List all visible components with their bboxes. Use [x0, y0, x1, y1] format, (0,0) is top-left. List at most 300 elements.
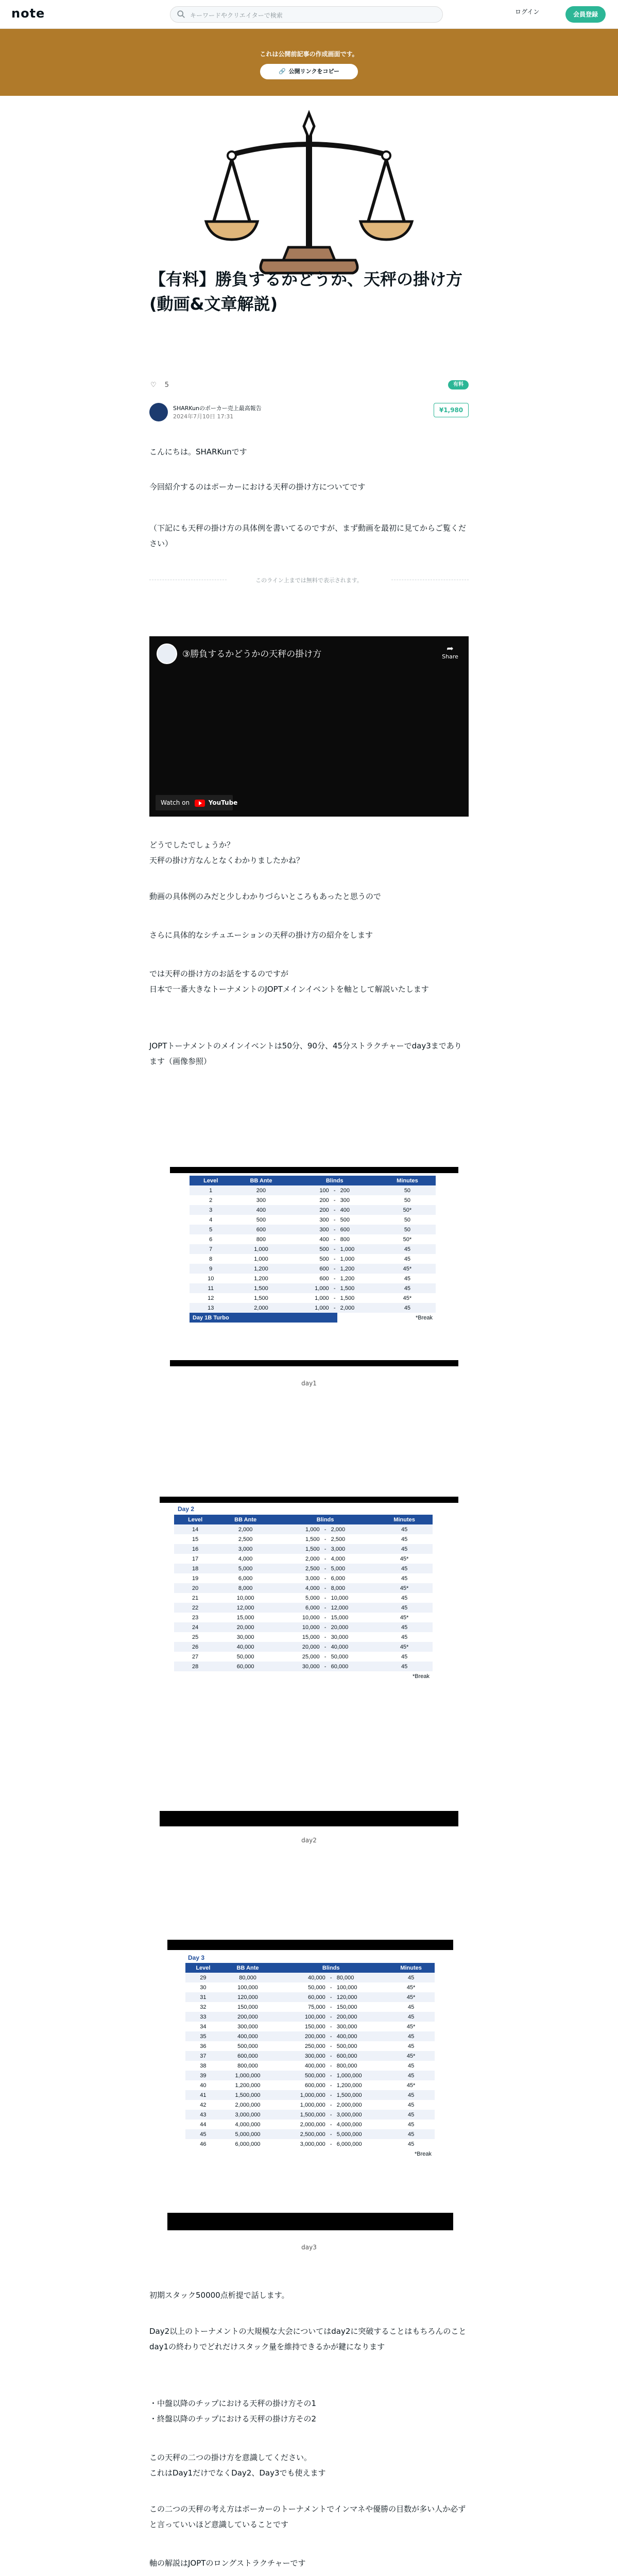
- table-row: [174, 1573, 433, 1583]
- table-cell: 30,000: [328, 1632, 376, 1642]
- table-cell: 30,000: [216, 1632, 274, 1642]
- table-cell: 400: [232, 1205, 290, 1215]
- table-cell: 800,000: [221, 2061, 274, 2071]
- table-cell: 45*: [387, 2080, 435, 2090]
- table-title: Day 3: [188, 1954, 205, 1961]
- table-cell: 60,000: [328, 1662, 376, 1671]
- paragraph: JOPTトーナメントのメインイベントは50分、90分、45分ストラクチャーでday3まであります（画像参照）: [149, 1041, 462, 1066]
- table-cell: 17: [174, 1554, 216, 1564]
- column-header: Level: [174, 1515, 216, 1524]
- table-cell: 1,000: [337, 1254, 379, 1264]
- table-cell: 2,000: [328, 1524, 376, 1534]
- table-cell: 39: [185, 2071, 221, 2080]
- table-cell: -: [329, 2071, 334, 2080]
- column-header: Minutes: [387, 1963, 435, 1973]
- table-cell: 400,000: [274, 2061, 328, 2071]
- youtube-label: YouTube: [208, 799, 238, 806]
- paragraph: さらに具体的なシチュエーションの天秤の掛け方の紹介をします: [149, 930, 373, 940]
- table-cell: 600,000: [221, 2051, 274, 2061]
- table-cell: -: [329, 1973, 334, 1982]
- table-cell: -: [323, 1554, 328, 1564]
- table-row: [190, 1195, 436, 1205]
- table-row: [185, 2031, 435, 2041]
- video-title[interactable]: ③勝負するかどうかの天秤の掛け方: [182, 649, 322, 659]
- table-cell: 45: [376, 1544, 433, 1554]
- table-cell: 400,000: [334, 2031, 387, 2041]
- table-row: [185, 2110, 435, 2120]
- table-row: [185, 1973, 435, 1982]
- table-title: Day 2: [178, 1505, 195, 1513]
- table-cell: 45*: [379, 1293, 436, 1303]
- table-cell: 30,000: [274, 1662, 323, 1671]
- table-cell: -: [332, 1185, 337, 1195]
- table-cell: 6: [190, 1234, 232, 1244]
- table-cell: -: [323, 1534, 328, 1544]
- table-cell: 45*: [387, 1982, 435, 1992]
- table-cell: 45: [376, 1603, 433, 1613]
- table-cell: -: [329, 1982, 334, 1992]
- table-cell: 45: [379, 1274, 436, 1283]
- table-row: [190, 1303, 436, 1313]
- paragraph: 軸の解説はJOPTのロングストラクチャーです: [149, 2558, 306, 2568]
- table-cell: 10,000: [216, 1593, 274, 1603]
- table-cell: 45*: [387, 1992, 435, 2002]
- table-cell: 31: [185, 1992, 221, 2002]
- table-cell: -: [323, 1662, 328, 1671]
- table-cell: 10,000: [274, 1622, 323, 1632]
- table-cell: 1,200: [232, 1274, 290, 1283]
- paragraph: この二つの天秤の考え方はポーカーのトーナメントでインマネや優勝の目数が多い人か必ずと言っていいほど意識していることです: [149, 2504, 466, 2529]
- table-cell: 45: [376, 1564, 433, 1573]
- table-cell: 26: [174, 1642, 216, 1652]
- table-row: [190, 1264, 436, 1274]
- table-cell: 24: [174, 1622, 216, 1632]
- column-header: Blinds: [274, 1515, 376, 1524]
- table-row: [190, 1274, 436, 1283]
- table-row: [185, 2051, 435, 2061]
- table-cell: 1,000: [290, 1303, 332, 1313]
- table-cell: 500: [290, 1254, 332, 1264]
- table-row: [190, 1225, 436, 1234]
- table-cell: 3,000,000: [334, 2110, 387, 2120]
- table-cell: -: [323, 1524, 328, 1534]
- table-cell: 100,000: [221, 1982, 274, 1992]
- table-cell: 1,500: [274, 1544, 323, 1554]
- table-cell: 120,000: [334, 1992, 387, 2002]
- table-cell: 45: [185, 2129, 221, 2139]
- table-cell: -: [323, 1603, 328, 1613]
- table-footer-left: [174, 1671, 328, 1681]
- paragraph: 天秤の掛け方なんとなくわかりましたかね？: [149, 856, 304, 865]
- table-cell: 45: [376, 1652, 433, 1662]
- table-cell: 45*: [387, 2051, 435, 2061]
- table-cell: 2,000: [232, 1303, 290, 1313]
- column-header: Minutes: [379, 1176, 436, 1185]
- table-cell: 800: [232, 1234, 290, 1244]
- table-footer-row: [174, 1671, 433, 1681]
- table-cell: 200,000: [334, 2012, 387, 2022]
- table-cell: 19: [174, 1573, 216, 1583]
- table-cell: 15: [174, 1534, 216, 1544]
- table-cell: 200: [290, 1205, 332, 1215]
- free-line-note: このライン上までは無料で表示されます。: [149, 576, 469, 584]
- table-cell: -: [329, 2061, 334, 2071]
- paid-badge: 有料: [448, 380, 469, 389]
- table-cell: 45: [387, 2110, 435, 2120]
- table-cell: -: [332, 1254, 337, 1264]
- table-cell: 32: [185, 2002, 221, 2012]
- table-cell: 6,000: [216, 1573, 274, 1583]
- table-cell: -: [323, 1642, 328, 1652]
- table-footer-left: Day 1B Turbo: [190, 1313, 337, 1323]
- table-cell: 2,500: [274, 1564, 323, 1573]
- table-cell: -: [323, 1544, 328, 1554]
- table-row: [185, 2012, 435, 2022]
- site-header: [0, 0, 618, 29]
- table-cell: 40,000: [328, 1642, 376, 1652]
- table-cell: 1,500: [337, 1283, 379, 1293]
- table-cell: 10: [190, 1274, 232, 1283]
- table-row: [190, 1185, 436, 1195]
- table-cell: 45*: [379, 1264, 436, 1274]
- column-header: Blinds: [274, 1963, 387, 1973]
- table-cell: 400: [337, 1205, 379, 1215]
- preview-banner: [0, 29, 618, 96]
- paragraph: ・中盤以降のチップにおける天秤の掛け方その1: [149, 2399, 317, 2408]
- table-cell: 46: [185, 2139, 221, 2149]
- table-header-row: [174, 1515, 433, 1524]
- table-row: [185, 2129, 435, 2139]
- price-button[interactable]: ¥1,980: [434, 403, 469, 417]
- table-footer-row: [185, 2149, 435, 2159]
- table-cell: 45: [387, 2120, 435, 2129]
- table-row: [185, 2100, 435, 2110]
- table-cell: 5,000,000: [334, 2129, 387, 2139]
- table-cell: 1,500,000: [334, 2090, 387, 2100]
- watch-on-youtube-button[interactable]: [156, 795, 238, 810]
- paragraph: ・終盤以降のチップにおける天秤の掛け方その2: [149, 2414, 317, 2424]
- table-cell: 200: [337, 1185, 379, 1195]
- table-row: [185, 2071, 435, 2080]
- table-row: [174, 1662, 433, 1671]
- table-cell: -: [332, 1244, 337, 1254]
- table-row: [185, 2002, 435, 2012]
- table-cell: 600: [337, 1225, 379, 1234]
- table-cell: 1,000: [290, 1293, 332, 1303]
- paragraph: 初期スタック50000点析提で話します。: [149, 2291, 289, 2300]
- table-cell: 500: [232, 1215, 290, 1225]
- table-cell: 600: [232, 1225, 290, 1234]
- table-cell: 50: [379, 1215, 436, 1225]
- table-cell: 20,000: [328, 1622, 376, 1632]
- table-cell: -: [332, 1303, 337, 1313]
- table-cell: 1,500: [232, 1283, 290, 1293]
- image-border: [160, 1497, 458, 1503]
- table-row: [174, 1642, 433, 1652]
- table-cell: 50: [379, 1185, 436, 1195]
- table-cell: 34: [185, 2022, 221, 2031]
- table-cell: 100,000: [274, 2012, 328, 2022]
- table-cell: 500: [337, 1215, 379, 1225]
- paragraph: （下記にも天秤の掛け方の具体例を書いてるのですが、まず動画を最初に見てからご覧ください）: [149, 523, 467, 548]
- table-header-row: [185, 1963, 435, 1973]
- paragraph: どうでしたでしょうか？: [149, 840, 235, 850]
- table-row: [174, 1564, 433, 1573]
- table-cell: -: [332, 1264, 337, 1274]
- table-cell: 40,000: [216, 1642, 274, 1652]
- table-cell: 800: [337, 1234, 379, 1244]
- like-count: 5: [164, 381, 169, 389]
- paragraph: この天秤の二つの掛け方を意識してください。: [149, 2453, 312, 2462]
- table-cell: 2,000,000: [221, 2100, 274, 2110]
- paragraph: 今回紹介するのはポーカーにおける天秤の掛け方についてです: [149, 482, 366, 492]
- table-row: [174, 1554, 433, 1564]
- image-border: [167, 1940, 453, 1950]
- table-cell: 14: [174, 1524, 216, 1534]
- table-cell: 1,000: [232, 1254, 290, 1264]
- table-cell: 1,000: [337, 1244, 379, 1254]
- table-cell: 200,000: [221, 2012, 274, 2022]
- table-cell: 13: [190, 1303, 232, 1313]
- table-row: [174, 1613, 433, 1622]
- table-row: [185, 2041, 435, 2051]
- table-cell: 100,000: [334, 1982, 387, 1992]
- table-cell: 8,000: [328, 1583, 376, 1593]
- table-cell: 1,500,000: [274, 2110, 328, 2120]
- table-cell: 1,500: [274, 1534, 323, 1544]
- table-cell: 1,000,000: [274, 2100, 328, 2110]
- table-cell: 45: [379, 1254, 436, 1264]
- column-header: BB Ante: [221, 1963, 274, 1973]
- table-cell: -: [329, 2051, 334, 2061]
- table-cell: -: [323, 1622, 328, 1632]
- table-cell: 45: [379, 1283, 436, 1293]
- paragraph: Day2以上のトーナメントの大規模な大会についてはday2に突破することはもちろんのことday1の終わりでどれだけスタック量を維持できるかが鍵になります: [149, 2327, 467, 2351]
- table-cell: 8: [190, 1254, 232, 1264]
- table-cell: 200: [290, 1195, 332, 1205]
- table-cell: 5,000,000: [221, 2129, 274, 2139]
- table-cell: 36: [185, 2041, 221, 2051]
- table-cell: 1,000,000: [334, 2071, 387, 2080]
- table-cell: 10,000: [274, 1613, 323, 1622]
- table-cell: 44: [185, 2120, 221, 2129]
- table-footer-right: *Break: [328, 1671, 433, 1681]
- search-icon: [177, 10, 186, 19]
- structure-table-day1: [190, 1176, 436, 1323]
- table-cell: 25,000: [274, 1652, 323, 1662]
- table-cell: 2: [190, 1195, 232, 1205]
- table-cell: 5,000: [274, 1593, 323, 1603]
- login-link[interactable]: ログイン: [515, 8, 540, 15]
- avatar[interactable]: [149, 403, 168, 421]
- table-cell: 50*: [379, 1205, 436, 1215]
- table-cell: 5,000: [216, 1564, 274, 1573]
- image-border: [170, 1167, 458, 1173]
- table-cell: 1,200: [337, 1274, 379, 1283]
- table-cell: 300: [290, 1225, 332, 1234]
- table-cell: 1,000,000: [221, 2071, 274, 2080]
- table-cell: 45: [387, 2090, 435, 2100]
- table-row: [190, 1215, 436, 1225]
- youtube-embed[interactable]: [149, 636, 469, 817]
- table-cell: 50*: [379, 1234, 436, 1244]
- search-placeholder: キーワードやクリエイターで検索: [190, 12, 283, 19]
- table-cell: 2,000,000: [334, 2100, 387, 2110]
- table-cell: 20: [174, 1583, 216, 1593]
- table-cell: -: [332, 1205, 337, 1215]
- table-row: [185, 2090, 435, 2100]
- table-cell: 1,200,000: [221, 2080, 274, 2090]
- table-cell: 50: [379, 1195, 436, 1205]
- table-cell: 35: [185, 2031, 221, 2041]
- table-cell: 45: [387, 2071, 435, 2080]
- table-cell: -: [329, 2090, 334, 2100]
- table-row: [190, 1254, 436, 1264]
- structure-table-day3: [185, 1963, 435, 2159]
- table-cell: 80,000: [334, 1973, 387, 1982]
- table-cell: 2,000: [337, 1303, 379, 1313]
- table-cell: -: [329, 2041, 334, 2051]
- table-row: [185, 2120, 435, 2129]
- table-cell: 5: [190, 1225, 232, 1234]
- table-row: [190, 1234, 436, 1244]
- article-title: 【有料】勝負するかどうか、天秤の掛け方(動画&文章解説): [149, 269, 463, 314]
- table-cell: -: [329, 1992, 334, 2002]
- table-row: [185, 1982, 435, 1992]
- table-cell: 20,000: [274, 1642, 323, 1652]
- table-cell: 45: [387, 2129, 435, 2139]
- table-cell: 25: [174, 1632, 216, 1642]
- table-cell: 600,000: [274, 2080, 328, 2090]
- table-header-row: [190, 1176, 436, 1185]
- table-row: [174, 1583, 433, 1593]
- table-row: [174, 1603, 433, 1613]
- image-caption: day1: [301, 1380, 317, 1387]
- table-cell: -: [329, 2080, 334, 2090]
- image-caption: day3: [301, 2244, 317, 2251]
- register-button[interactable]: 会員登録: [565, 6, 606, 23]
- table-cell: 4,000: [328, 1554, 376, 1564]
- table-cell: 29: [185, 1973, 221, 1982]
- table-cell: 3,000: [216, 1544, 274, 1554]
- table-cell: 4: [190, 1215, 232, 1225]
- table-cell: 45: [387, 2061, 435, 2071]
- table-cell: 300,000: [334, 2022, 387, 2031]
- table-cell: 3,000: [328, 1544, 376, 1554]
- heart-icon[interactable]: ♡: [150, 381, 157, 389]
- table-cell: 6,000: [274, 1603, 323, 1613]
- table-cell: 42: [185, 2100, 221, 2110]
- copy-link-button[interactable]: [260, 64, 358, 79]
- table-cell: -: [323, 1583, 328, 1593]
- structure-table-day2: [174, 1515, 433, 1681]
- table-cell: -: [332, 1195, 337, 1205]
- table-footer-left: [185, 2149, 334, 2159]
- banner-text: これは公開前記事の作成画面です。: [260, 50, 358, 58]
- table-cell: -: [329, 2012, 334, 2022]
- table-cell: 50,000: [328, 1652, 376, 1662]
- table-cell: 1,200,000: [334, 2080, 387, 2090]
- paragraph: これはDay1だけでなくDay2、Day3でも使えます: [149, 2468, 326, 2478]
- table-cell: 4,000,000: [221, 2120, 274, 2129]
- share-button[interactable]: [440, 643, 460, 660]
- table-row: [174, 1524, 433, 1534]
- table-cell: 37: [185, 2051, 221, 2061]
- table-cell: 45: [376, 1632, 433, 1642]
- table-cell: 45*: [376, 1613, 433, 1622]
- paragraph: では天秤の掛け方のお話をするのですが: [149, 969, 289, 978]
- table-cell: 16: [174, 1544, 216, 1554]
- table-cell: 1: [190, 1185, 232, 1195]
- table-cell: 23: [174, 1613, 216, 1622]
- table-cell: 11: [190, 1283, 232, 1293]
- table-cell: 300: [337, 1195, 379, 1205]
- table-cell: 12,000: [216, 1603, 274, 1613]
- table-row: [185, 2022, 435, 2031]
- channel-avatar[interactable]: [157, 643, 177, 664]
- table-cell: 120,000: [221, 1992, 274, 2002]
- watch-on-label: Watch on: [161, 799, 190, 806]
- table-row: [185, 1992, 435, 2002]
- table-cell: 45*: [376, 1583, 433, 1593]
- table-cell: 20,000: [216, 1622, 274, 1632]
- table-cell: 9: [190, 1264, 232, 1274]
- table-cell: 6,000,000: [334, 2139, 387, 2149]
- table-cell: 2,500,000: [274, 2129, 328, 2139]
- column-header: BB Ante: [232, 1176, 290, 1185]
- table-cell: 45: [376, 1573, 433, 1583]
- table-cell: 1,000: [290, 1283, 332, 1293]
- table-cell: 12: [190, 1293, 232, 1303]
- table-cell: 45*: [387, 2022, 435, 2031]
- table-cell: -: [329, 2139, 334, 2149]
- table-cell: 500,000: [274, 2071, 328, 2080]
- table-row: [174, 1652, 433, 1662]
- table-footer-right: *Break: [337, 1313, 436, 1323]
- table-cell: 600,000: [334, 2051, 387, 2061]
- table-cell: 45: [376, 1524, 433, 1534]
- table-cell: 41: [185, 2090, 221, 2100]
- balance-scale-illustration: [149, 98, 469, 289]
- copy-link-label: 公開リンクをコピー: [288, 68, 340, 75]
- table-cell: -: [329, 2022, 334, 2031]
- table-cell: 33: [185, 2012, 221, 2022]
- table-cell: 6,000: [328, 1573, 376, 1583]
- table-cell: 45: [387, 2031, 435, 2041]
- share-icon: ➦: [447, 643, 454, 653]
- table-cell: 45: [387, 2002, 435, 2012]
- table-cell: 60,000: [216, 1662, 274, 1671]
- table-row: [185, 2139, 435, 2149]
- search-input[interactable]: [170, 6, 443, 23]
- table-cell: 1,200: [337, 1264, 379, 1274]
- table-cell: -: [323, 1573, 328, 1583]
- note-logo[interactable]: note: [11, 6, 45, 21]
- table-row: [190, 1293, 436, 1303]
- table-cell: 28: [174, 1662, 216, 1671]
- table-cell: -: [332, 1293, 337, 1303]
- table-cell: -: [329, 2110, 334, 2120]
- table-cell: -: [332, 1283, 337, 1293]
- author-name[interactable]: SHARKunのポーカー売上最高報告: [173, 405, 262, 412]
- table-cell: 45: [387, 2139, 435, 2149]
- table-row: [174, 1593, 433, 1603]
- table-cell: 45: [376, 1662, 433, 1671]
- table-cell: -: [332, 1274, 337, 1283]
- table-cell: 300: [232, 1195, 290, 1205]
- like-row[interactable]: [150, 381, 169, 389]
- table-cell: 250,000: [274, 2041, 328, 2051]
